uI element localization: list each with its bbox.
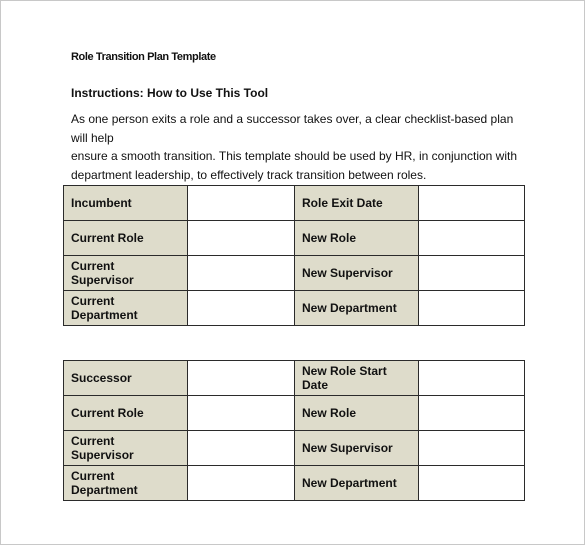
current-supervisor-label: Current Supervisor — [64, 256, 188, 291]
current-role-value-cell[interactable] — [188, 221, 295, 256]
table-row — [64, 221, 525, 256]
new-role-label: New Role — [295, 221, 419, 256]
instructions-body: As one person exits a role and a successor takes over, a clear checklist-based plan will help ensure a smooth transition. This template should be used by HR, in conjunction with department leadership, to effectively track transition between roles. — [71, 112, 518, 182]
current-department-label: Current Department — [64, 466, 188, 501]
successor-label: Successor — [64, 361, 188, 396]
current-role-label: Current Role — [64, 221, 188, 256]
current-department-value-cell[interactable] — [188, 291, 295, 326]
role-exit-date-value-cell[interactable] — [419, 186, 525, 221]
table-row — [64, 186, 525, 221]
table-row — [64, 396, 525, 431]
role-exit-date-label: Role Exit Date — [295, 186, 419, 221]
document-title: Role Transition Plan Template — [71, 51, 216, 63]
current-role-value-cell[interactable] — [188, 396, 295, 431]
incumbent-value-cell[interactable] — [188, 186, 295, 221]
table-row — [64, 361, 525, 396]
new-department-label: New Department — [295, 466, 419, 501]
new-supervisor-label: New Supervisor — [295, 256, 419, 291]
new-role-value-cell[interactable] — [419, 396, 525, 431]
new-supervisor-value-cell[interactable] — [419, 431, 525, 466]
incumbent-table — [63, 185, 525, 326]
current-supervisor-value-cell[interactable] — [188, 256, 295, 291]
new-role-start-date-value-cell[interactable] — [419, 361, 525, 396]
current-supervisor-value-cell[interactable] — [188, 431, 295, 466]
current-department-value-cell[interactable] — [188, 466, 295, 501]
successor-table — [63, 360, 525, 501]
table-row — [64, 466, 525, 501]
new-role-value-cell[interactable] — [419, 221, 525, 256]
table-row — [64, 291, 525, 326]
table-row — [64, 256, 525, 291]
current-department-label: Current Department — [64, 291, 188, 326]
new-role-start-date-label: New Role Start Date — [295, 361, 419, 396]
new-department-value-cell[interactable] — [419, 291, 525, 326]
current-supervisor-label: Current Supervisor — [64, 431, 188, 466]
new-role-label: New Role — [295, 396, 419, 431]
current-role-label: Current Role — [64, 396, 188, 431]
incumbent-label: Incumbent — [64, 186, 188, 221]
instructions-heading: Instructions: How to Use This Tool — [71, 86, 269, 100]
table-row — [64, 431, 525, 466]
new-department-value-cell[interactable] — [419, 466, 525, 501]
new-supervisor-value-cell[interactable] — [419, 256, 525, 291]
new-department-label: New Department — [295, 291, 419, 326]
new-supervisor-label: New Supervisor — [295, 431, 419, 466]
successor-value-cell[interactable] — [188, 361, 295, 396]
